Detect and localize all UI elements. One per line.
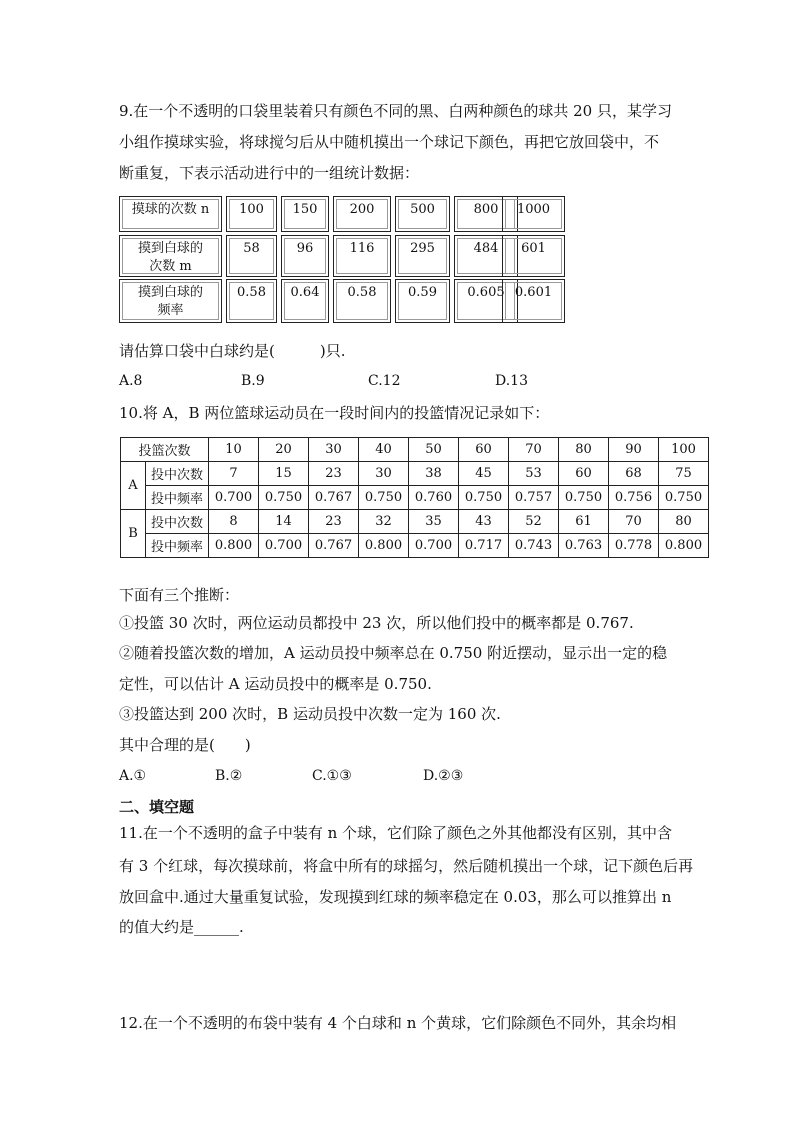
q10-prompt: 其中合理的是( )	[119, 736, 251, 754]
q9-cell-freq: 0.601	[502, 279, 565, 323]
q10-intro: 下面有三个推断：	[119, 586, 240, 604]
q9-cell-n: 200	[333, 196, 391, 232]
q9-line-2: 小组作摸球实验，将球搅匀后从中随机摸出一个球记下颜色，再把它放回袋中，不	[119, 133, 660, 151]
q12-line-1: 12.在一个不透明的布袋中装有 4 个白球和 n 个黄球，它们除颜色不同外，其余均相	[119, 1014, 677, 1032]
rate-cell: 0.700	[409, 534, 459, 558]
shots-cell: 20	[259, 438, 309, 462]
q10-shooting-table	[120, 437, 709, 558]
q10-statement-3: ③投篮达到 200 次时，B 运动员投中次数一定为 160 次.	[119, 705, 501, 723]
rate-cell: 0.717	[459, 534, 509, 558]
hits-cell: 45	[459, 462, 509, 486]
player-rate-row	[121, 534, 709, 558]
hits-cell: 7	[209, 462, 259, 486]
table-header-row	[121, 438, 709, 462]
rate-label: 投中频率	[146, 486, 209, 510]
shots-cell: 30	[309, 438, 359, 462]
hits-cell: 35	[409, 510, 459, 534]
rate-cell: 0.750	[259, 486, 309, 510]
rate-cell: 0.700	[259, 534, 309, 558]
rate-cell: 0.760	[409, 486, 459, 510]
q9-cell-n: 1000	[502, 196, 565, 232]
hits-cell: 38	[409, 462, 459, 486]
hits-cell: 75	[659, 462, 709, 486]
q9-row-label-line: 频率	[157, 303, 184, 318]
hits-cell: 60	[559, 462, 609, 486]
q9-options	[119, 371, 569, 391]
q9-line-3: 断重复，下表示活动进行中的一组统计数据：	[119, 164, 420, 182]
rate-cell: 0.750	[659, 486, 709, 510]
q10-stem: 10.将 A，B 两位篮球运动员在一段时间内的投篮情况记录如下：	[119, 404, 550, 422]
q9-row-label-line: 次数 m	[149, 259, 192, 274]
q9-cell-m: 58	[226, 235, 277, 277]
q11-line-3: 放回盒中.通过大量重复试验，发现摸到红球的频率稳定在 0.03，那么可以推算出 n	[119, 888, 672, 906]
shots-cell: 70	[509, 438, 559, 462]
shots-cell: 10	[209, 438, 259, 462]
rate-cell: 0.757	[509, 486, 559, 510]
q9-cell-freq: 0.605	[454, 279, 518, 323]
rate-cell: 0.756	[609, 486, 659, 510]
q10-option-d[interactable]: D.②③	[423, 768, 464, 784]
rate-cell: 0.800	[359, 534, 409, 558]
q9-option-d[interactable]: D.13	[495, 373, 528, 389]
rate-cell: 0.750	[359, 486, 409, 510]
player-hits-row	[121, 462, 709, 486]
rate-cell: 0.700	[209, 486, 259, 510]
q9-cell-n: 500	[395, 196, 450, 232]
q9-cell-freq: 0.64	[281, 279, 329, 323]
q9-cell-m: 601	[502, 235, 565, 277]
q9-cell-freq: 0.58	[333, 279, 391, 323]
hits-cell: 8	[209, 510, 259, 534]
rate-cell: 0.743	[509, 534, 559, 558]
rate-cell: 0.750	[559, 486, 609, 510]
q11-line-4: 的值大约是______.	[119, 918, 244, 936]
hits-cell: 61	[559, 510, 609, 534]
rate-cell: 0.800	[659, 534, 709, 558]
q9-prompt: 请估算口袋中白球约是( )只.	[119, 342, 346, 360]
section-title: 二、填空题	[119, 798, 195, 816]
q10-statement-2b: 定性，可以估计 A 运动员投中的概率是 0.750.	[119, 675, 432, 693]
shots-cell: 50	[409, 438, 459, 462]
player-hits-row	[121, 510, 709, 534]
hits-cell: 70	[609, 510, 659, 534]
hits-cell: 43	[459, 510, 509, 534]
hits-cell: 53	[509, 462, 559, 486]
q9-cell-n: 150	[281, 196, 329, 232]
q9-row-label-n	[119, 196, 222, 232]
q9-row-label-line: 摸球的次数 n	[131, 202, 210, 217]
rate-cell: 0.800	[209, 534, 259, 558]
q9-frequency-table	[119, 196, 569, 326]
q9-cell-freq: 0.59	[395, 279, 450, 323]
rate-label: 投中频率	[146, 534, 209, 558]
q9-option-a[interactable]: A.8	[119, 373, 143, 389]
shots-cell: 80	[559, 438, 609, 462]
rate-cell: 0.778	[609, 534, 659, 558]
shots-cell: 40	[359, 438, 409, 462]
q9-cell-m: 295	[395, 235, 450, 277]
hits-cell: 14	[259, 510, 309, 534]
q9-row-label-freq	[119, 279, 222, 323]
q9-line-1: 9.在一个不透明的口袋里装着只有颜色不同的黑、白两种颜色的球共 20 只，某学习	[119, 102, 672, 120]
q9-row-label-line: 摸到白球的	[137, 241, 203, 256]
shots-cell: 90	[609, 438, 659, 462]
q9-cell-n: 100	[226, 196, 277, 232]
hits-cell: 80	[659, 510, 709, 534]
q10-option-c[interactable]: C.①③	[312, 768, 352, 784]
q9-option-b[interactable]: B.9	[241, 373, 265, 389]
rate-cell: 0.763	[559, 534, 609, 558]
hits-cell: 68	[609, 462, 659, 486]
q9-row-label-m	[119, 235, 222, 277]
player-name: B	[121, 510, 146, 558]
q9-cell-freq: 0.58	[226, 279, 277, 323]
player-rate-row	[121, 486, 709, 510]
q9-row-label-line: 摸到白球的	[137, 285, 203, 300]
hits-cell: 32	[359, 510, 409, 534]
hits-label: 投中次数	[146, 510, 209, 534]
q9-option-c[interactable]: C.12	[368, 373, 401, 389]
q9-cell-m: 96	[281, 235, 329, 277]
hits-cell: 52	[509, 510, 559, 534]
q11-line-2: 有 3 个红球，每次摸球前，将盒中所有的球摇匀，然后随机摸出一个球，记下颜色后再	[119, 857, 694, 875]
header-label: 投篮次数	[121, 438, 209, 462]
q10-option-b[interactable]: B.②	[215, 768, 243, 784]
hits-cell: 23	[309, 510, 359, 534]
q9-cell-m: 484	[454, 235, 518, 277]
shots-cell: 100	[659, 438, 709, 462]
q10-statement-1: ①投篮 30 次时，两位运动员都投中 23 次，所以他们投中的概率都是 0.767.	[119, 614, 634, 632]
rate-cell: 0.767	[309, 534, 359, 558]
shots-cell: 60	[459, 438, 509, 462]
q10-option-a[interactable]: A.①	[119, 768, 147, 784]
hits-label: 投中次数	[146, 462, 209, 486]
q11-line-1: 11.在一个不透明的盒子中装有 n 个球，它们除了颜色之外其他都没有区别，其中含	[119, 824, 673, 842]
q10-statement-2a: ②随着投篮次数的增加，A 运动员投中频率总在 0.750 附近摆动，显示出一定的稳	[119, 644, 668, 662]
q9-cell-m: 116	[333, 235, 391, 277]
rate-cell: 0.750	[459, 486, 509, 510]
q9-cell-n: 800	[454, 196, 518, 232]
q10-options	[119, 766, 519, 786]
hits-cell: 15	[259, 462, 309, 486]
hits-cell: 30	[359, 462, 409, 486]
hits-cell: 23	[309, 462, 359, 486]
player-name: A	[121, 462, 146, 510]
rate-cell: 0.767	[309, 486, 359, 510]
